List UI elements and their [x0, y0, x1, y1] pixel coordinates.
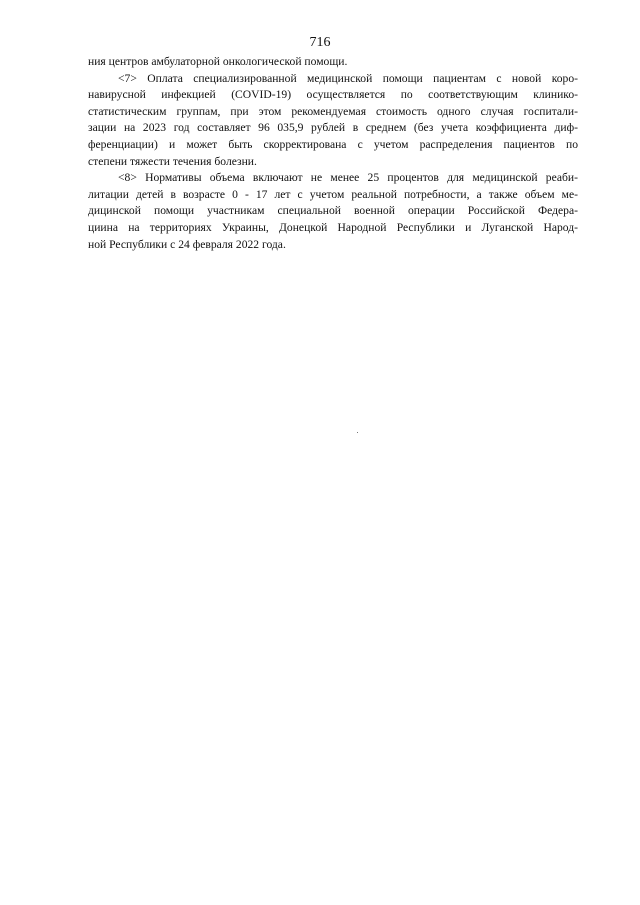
text-line: циина на территориях Украины, Донецкой Народной Республики и Луганской Народ-: [88, 220, 578, 234]
text-line: навирусной инфекцией (COVID-19) осуществляется по соответствующим клинико-: [88, 88, 578, 102]
text-line: статистическим группам, при этом рекомендуемая стоимость одного случая госпитали-: [88, 104, 578, 118]
text-line: ной Республики с 24 февраля 2022 года.: [88, 237, 286, 251]
text-line: <7> Оплата специализированной медицинской помощи пациентам с новой коро-: [118, 71, 578, 85]
text-line: ференциации) и может быть скорректирована с учетом распределения пациентов по: [88, 137, 578, 151]
text-line: степени тяжести течения болезни.: [88, 154, 257, 168]
text-line: зации на 2023 год составляет 96 035,9 рублей в среднем (без учета коэффициента диф-: [88, 121, 578, 135]
text-line: литации детей в возрасте 0 - 17 лет с учетом реальной потребности, а также объем ме-: [88, 187, 578, 201]
text-line: ния центров амбулаторной онкологической помощи.: [88, 55, 348, 68]
body-text: [88, 54, 578, 253]
text-line: дицинской помощи участникам специальной военной операции Российской Федера-: [88, 204, 578, 218]
page-number: 716: [309, 35, 331, 50]
scan-speck: [357, 432, 358, 433]
text-line: <8> Нормативы объема включают не менее 25 процентов для медицинской реаби-: [118, 171, 578, 185]
